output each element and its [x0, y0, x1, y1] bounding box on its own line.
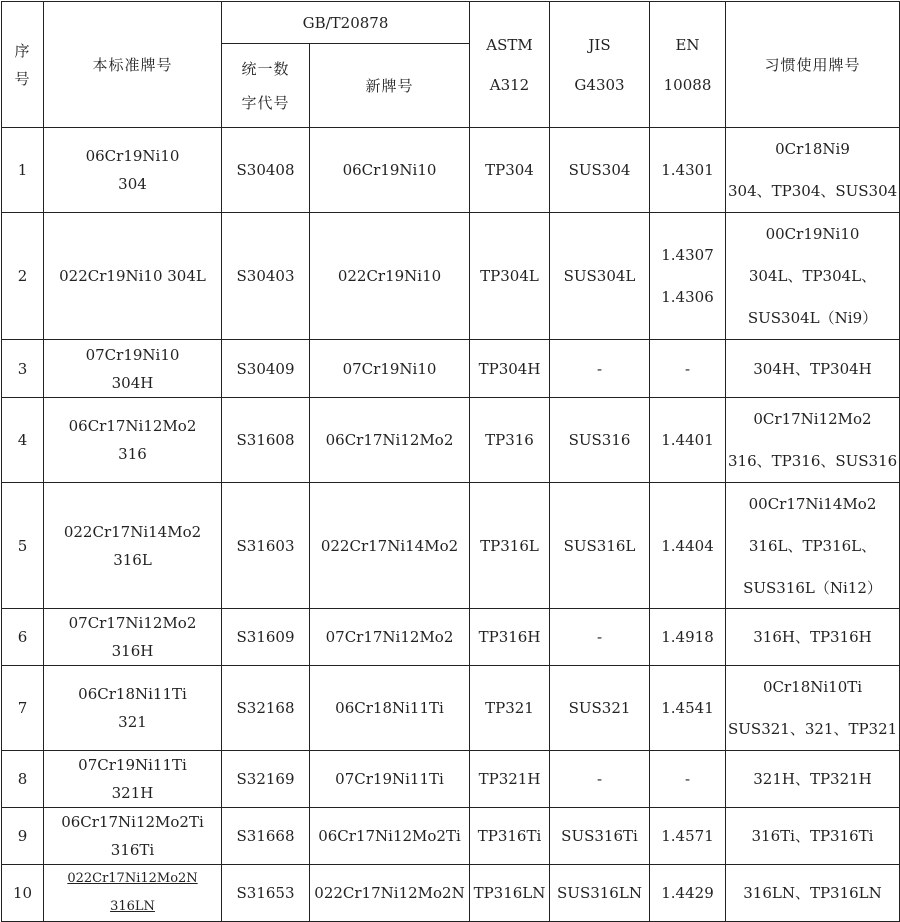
- astm-grade: TP316LN: [470, 865, 550, 922]
- customary-grade-line: 304L、TP304L、: [748, 267, 877, 285]
- header-unified-code-line-2: 字代号: [241, 93, 290, 112]
- customary-grade-line: 316、TP316、SUS316: [728, 452, 898, 470]
- customary-grade: [726, 751, 900, 808]
- standard-grade-line: 06Cr19Ni10: [85, 147, 180, 165]
- customary-grade: [726, 609, 900, 666]
- standard-grade: [44, 751, 222, 808]
- astm-grade: TP321H: [470, 751, 550, 808]
- standard-grade: [44, 128, 222, 213]
- standard-grade-line: 06Cr17Ni12Mo2: [68, 417, 197, 435]
- standard-grade: [44, 865, 222, 922]
- table-row: [2, 666, 900, 751]
- en-grade: [650, 398, 726, 483]
- jis-grade: SUS304L: [550, 213, 650, 340]
- unified-code: S30408: [222, 128, 310, 213]
- row-number: 4: [2, 398, 44, 483]
- unified-code: S32168: [222, 666, 310, 751]
- customary-grade: [726, 865, 900, 922]
- customary-grade-line: 321H、TP321H: [753, 770, 872, 788]
- unified-code: S31608: [222, 398, 310, 483]
- en-grade-line: 1.4918: [661, 628, 714, 646]
- standard-grade: [44, 213, 222, 340]
- en-grade: [650, 666, 726, 751]
- customary-grade-line: SUS321、321、TP321: [728, 720, 898, 738]
- table-row: [2, 340, 900, 398]
- table-row: [2, 751, 900, 808]
- row-number: 10: [2, 865, 44, 922]
- row-number: 1: [2, 128, 44, 213]
- row-number: 6: [2, 609, 44, 666]
- standard-grade-line: 07Cr17Ni12Mo2: [68, 614, 197, 632]
- jis-grade: SUS316L: [550, 483, 650, 609]
- table-row: [2, 398, 900, 483]
- customary-grade-line: 00Cr17Ni14Mo2: [748, 494, 877, 513]
- row-number: 2: [2, 213, 44, 340]
- unified-code: S31603: [222, 483, 310, 609]
- row-number: 5: [2, 483, 44, 609]
- customary-grade-line: 00Cr19Ni10: [765, 225, 860, 243]
- standard-grade: [44, 398, 222, 483]
- astm-grade: TP316H: [470, 609, 550, 666]
- customary-grade-line: 304H、TP304H: [753, 359, 872, 378]
- astm-grade: TP316L: [470, 483, 550, 609]
- en-grade-line: 1.4401: [661, 431, 714, 449]
- jis-grade: -: [550, 609, 650, 666]
- header-standard-grade: 本标准牌号: [44, 2, 222, 128]
- standard-grade-line: 321H: [111, 784, 154, 802]
- table-row: [2, 213, 900, 340]
- standard-grade-line: 022Cr17Ni12Mo2N: [67, 871, 198, 886]
- row-number: 7: [2, 666, 44, 751]
- en-grade-line: 1.4307: [661, 246, 714, 264]
- table-row: [2, 609, 900, 666]
- unified-code: S31653: [222, 865, 310, 922]
- standard-grade: [44, 340, 222, 398]
- header-astm-line-2: A312: [489, 75, 530, 94]
- en-grade: [650, 128, 726, 213]
- standard-grade-line: 316L: [113, 550, 152, 569]
- standard-grade: [44, 609, 222, 666]
- customary-grade: [726, 340, 900, 398]
- new-grade: 022Cr17Ni14Mo2: [310, 483, 470, 609]
- header-jis-line-1: JIS: [588, 35, 611, 54]
- table-row: [2, 865, 900, 922]
- customary-grade-line: SUS316L（Ni12）: [743, 578, 882, 597]
- customary-grade-line: 304、TP304、SUS304: [728, 182, 898, 200]
- unified-code: S31668: [222, 808, 310, 865]
- jis-grade: SUS321: [550, 666, 650, 751]
- jis-grade: SUS304: [550, 128, 650, 213]
- standard-grade-line: 316: [118, 445, 147, 463]
- en-grade: [650, 808, 726, 865]
- row-number: 3: [2, 340, 44, 398]
- header-en-line-2: 10088: [663, 75, 712, 94]
- table-row: [2, 808, 900, 865]
- en-grade-line: 1.4429: [661, 884, 714, 902]
- standard-grade-line: 304H: [111, 373, 154, 392]
- customary-grade: [726, 398, 900, 483]
- new-grade: 06Cr17Ni12Mo2Ti: [310, 808, 470, 865]
- header-astm-line-1: ASTM: [486, 35, 533, 54]
- customary-grade: [726, 128, 900, 213]
- standard-grade-line: 06Cr17Ni12Mo2Ti: [61, 813, 204, 831]
- standard-grade-line: 316H: [111, 642, 154, 660]
- astm-grade: TP316Ti: [470, 808, 550, 865]
- table-body: [2, 128, 900, 922]
- standard-grade: [44, 483, 222, 609]
- unified-code: S30403: [222, 213, 310, 340]
- new-grade: 06Cr19Ni10: [310, 128, 470, 213]
- en-grade-line: 1.4306: [661, 288, 714, 306]
- jis-grade: -: [550, 340, 650, 398]
- astm-grade: TP304: [470, 128, 550, 213]
- en-grade: [650, 751, 726, 808]
- customary-grade-line: SUS304L（Ni9）: [747, 309, 878, 327]
- header-unified-code-line-1: 统一数: [241, 59, 290, 78]
- en-grade-line: 1.4301: [661, 161, 714, 179]
- jis-grade: SUS316Ti: [550, 808, 650, 865]
- new-grade: 06Cr17Ni12Mo2: [310, 398, 470, 483]
- header-unified-code: [222, 44, 310, 128]
- header-row-1: [2, 2, 900, 44]
- jis-grade: -: [550, 751, 650, 808]
- header-jis: [550, 2, 650, 128]
- header-en: [650, 2, 726, 128]
- header-astm: [470, 2, 550, 128]
- standard-grade-line: 07Cr19Ni11Ti: [78, 756, 187, 774]
- unified-code: S30409: [222, 340, 310, 398]
- new-grade: 07Cr19Ni10: [310, 340, 470, 398]
- customary-grade-line: 0Cr18Ni9: [775, 140, 850, 158]
- steel-grade-table: [1, 1, 900, 922]
- standard-grade: [44, 666, 222, 751]
- new-grade: 07Cr19Ni11Ti: [310, 751, 470, 808]
- standard-grade-line: 316Ti: [110, 841, 155, 859]
- row-number: 9: [2, 808, 44, 865]
- standard-grade-line: 321: [118, 713, 147, 731]
- en-grade-line: -: [684, 359, 691, 378]
- standard-grade-line: 316LN: [110, 899, 155, 914]
- customary-grade: [726, 808, 900, 865]
- row-number: 8: [2, 751, 44, 808]
- header-en-line-1: EN: [675, 35, 700, 54]
- new-grade: 022Cr19Ni10: [310, 213, 470, 340]
- en-grade: [650, 213, 726, 340]
- unified-code: S32169: [222, 751, 310, 808]
- standard-grade: [44, 808, 222, 865]
- unified-code: S31609: [222, 609, 310, 666]
- table-row: [2, 128, 900, 213]
- jis-grade: SUS316LN: [550, 865, 650, 922]
- header-seq: [2, 2, 44, 128]
- customary-grade-line: 0Cr17Ni12Mo2: [753, 410, 872, 428]
- standard-grade-line: 06Cr18Ni11Ti: [78, 685, 187, 703]
- en-grade: [650, 609, 726, 666]
- customary-grade-line: 316Ti、TP316Ti: [751, 827, 874, 845]
- header-seq-line-2: 号: [14, 69, 31, 88]
- en-grade-line: 1.4571: [661, 827, 714, 845]
- header-seq-line-1: 序: [14, 41, 31, 60]
- standard-grade-line: 022Cr17Ni14Mo2: [63, 522, 202, 541]
- header-customary-grade: 习惯使用牌号: [726, 2, 900, 128]
- astm-grade: TP304L: [470, 213, 550, 340]
- en-grade-line: -: [684, 770, 691, 788]
- astm-grade: TP321: [470, 666, 550, 751]
- new-grade: 06Cr18Ni11Ti: [310, 666, 470, 751]
- astm-grade: TP316: [470, 398, 550, 483]
- customary-grade-line: 316H、TP316H: [753, 628, 872, 646]
- new-grade: 07Cr17Ni12Mo2: [310, 609, 470, 666]
- customary-grade: [726, 666, 900, 751]
- customary-grade-line: 0Cr18Ni10Ti: [762, 678, 863, 696]
- customary-grade: [726, 483, 900, 609]
- en-grade: [650, 340, 726, 398]
- astm-grade: TP304H: [470, 340, 550, 398]
- header-jis-line-2: G4303: [574, 75, 625, 94]
- en-grade: [650, 865, 726, 922]
- standard-grade-line: 07Cr19Ni10: [85, 345, 180, 364]
- jis-grade: SUS316: [550, 398, 650, 483]
- standard-grade-line: 022Cr19Ni10 304L: [59, 267, 206, 285]
- customary-grade-line: 316LN、TP316LN: [743, 884, 882, 902]
- en-grade-line: 1.4404: [661, 536, 714, 555]
- standard-grade-line: 304: [118, 175, 147, 193]
- new-grade: 022Cr17Ni12Mo2N: [310, 865, 470, 922]
- customary-grade-line: 316L、TP316L、: [748, 536, 877, 555]
- header-gb-standard: GB/T20878: [222, 2, 470, 44]
- en-grade: [650, 483, 726, 609]
- en-grade-line: 1.4541: [661, 699, 714, 717]
- table-row: [2, 483, 900, 609]
- header-new-grade: 新牌号: [310, 44, 470, 128]
- customary-grade: [726, 213, 900, 340]
